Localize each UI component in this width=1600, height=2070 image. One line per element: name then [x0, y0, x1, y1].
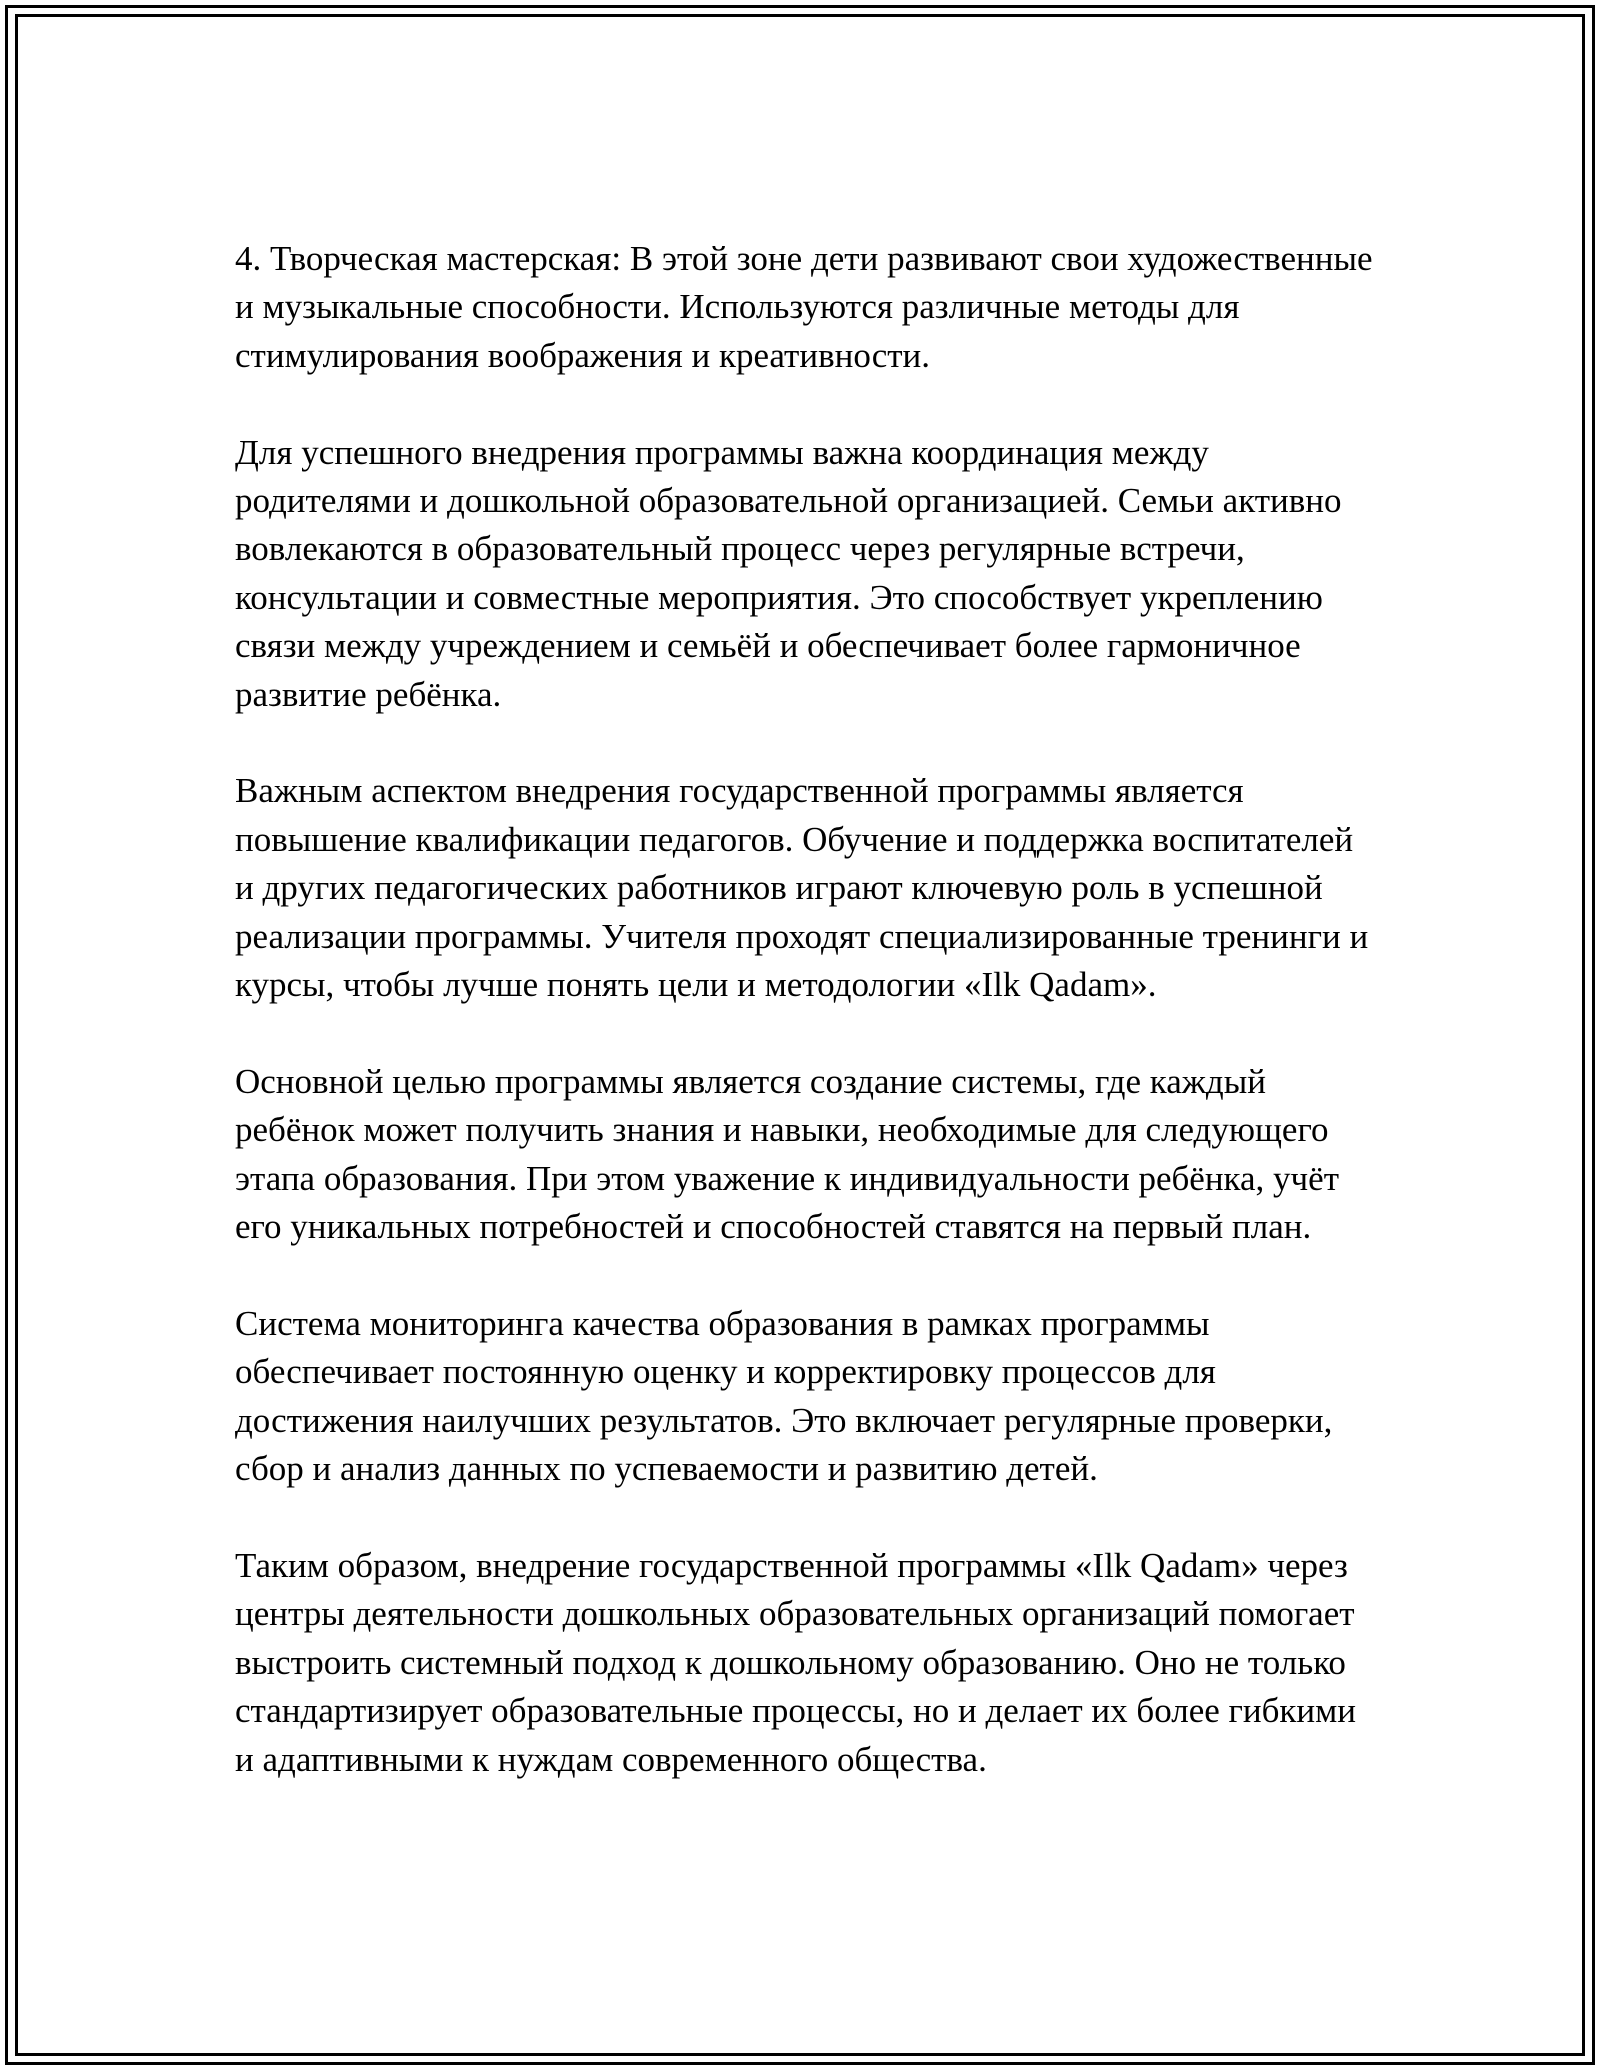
paragraph-quality-monitoring: Система мониторинга качества образования в рамках программы обеспечивает постоянную оценку и корректировку процессов для достижения наилучших результатов. Это включает регулярные проверки, сбор и анализ данных по успеваемости и развитию детей.	[235, 1303, 1333, 1489]
paragraph-conclusion: Таким образом, внедрение государственной программы «Ilk Qadam» через центры деятельности дошкольных образовательных организаций помогает выстроить системный подход к дошкольному образованию. Оно не только стандартизирует образовательные процессы, но и делает их более гибкими и адаптивными к нуждам современного общества.	[235, 1545, 1357, 1779]
paragraph-main-goal: Основной целью программы является создание системы, где каждый ребёнок может получить знания и навыки, необходимые для следующего этапа образования. При этом уважение к индивидуальности ребёнка, учёт его уникальных потребностей и способностей ставятся на первый план.	[235, 1061, 1339, 1247]
paragraph-creative-workshop: 4. Творческая мастерская: В этой зоне дети развивают свои художественные и музыкальные способности. Используются различные методы для стимулирования воображения и креативности.	[235, 239, 1373, 375]
paragraph-parent-coordination: Для успешного внедрения программы важна координация между родителями и дошкольной образовательной организацией. Семьи активно вовлекаются в образовательный процесс через регулярные встречи, консультации и совместные мероприятия. Это способствует укреплению связи между учреждением и семьёй и обеспечивает более гармоничное развитие ребёнка.	[235, 432, 1342, 714]
paragraph-teacher-training: Важным аспектом внедрения государственной программы является повышение квалификации педагогов. Обучение и поддержка воспитателей и других педагогических работников играют ключевую роль в успешной реализации программы. Учителя проходят специализированные тренинги и курсы, чтобы лучше понять цели и методологии «Ilk Qadam».	[235, 771, 1369, 1005]
document-body	[235, 235, 1375, 1784]
